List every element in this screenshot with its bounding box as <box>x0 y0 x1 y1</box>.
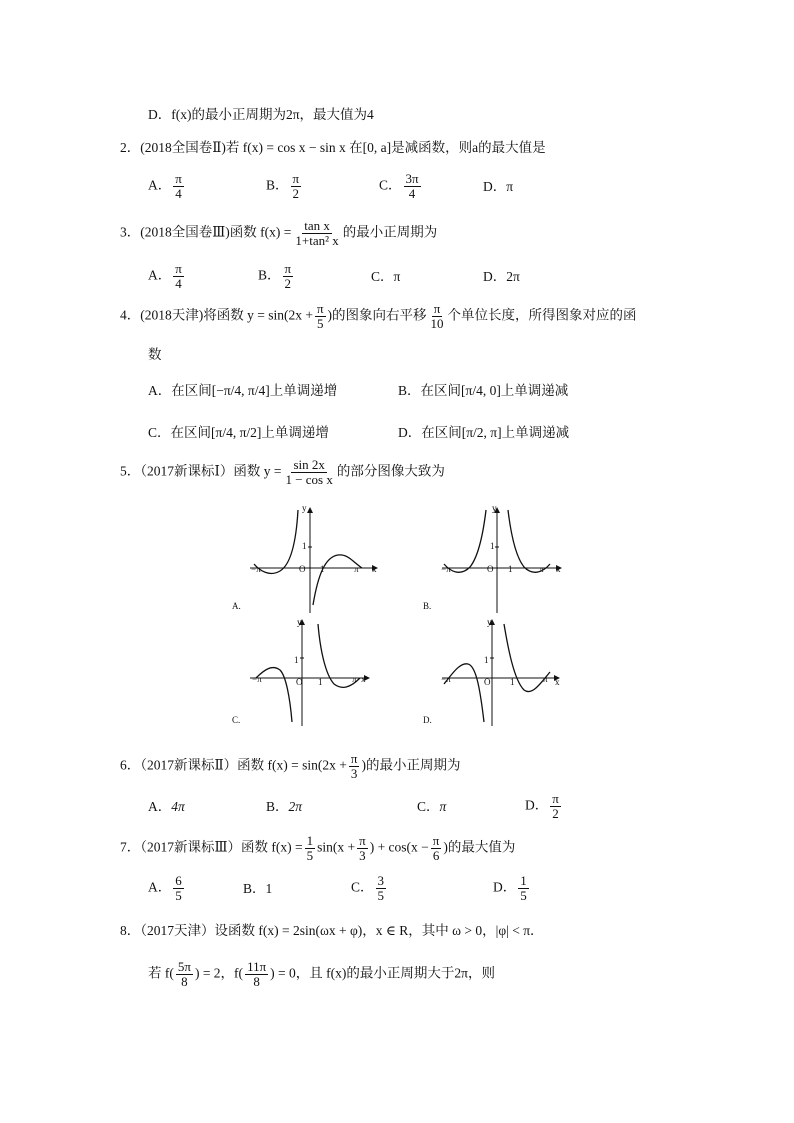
q7-option-b: B．1 <box>243 881 273 896</box>
q6-option-b: B．2π <box>266 799 303 814</box>
q5a-y-label: y <box>302 503 307 513</box>
q3-option-d: D．2π <box>483 269 520 284</box>
q7-option-c: C． $\frac{3}{5}$ <box>351 873 385 903</box>
q4-stem-cont: 数 <box>148 347 162 362</box>
q2-option-d: D．π <box>483 179 514 194</box>
q2-option-b: B． $\frac{\pi}{2}$ <box>266 171 300 201</box>
q5b-origin-label: O <box>487 564 494 574</box>
q5c-graph-label: C. <box>232 715 241 725</box>
q5a-one-y-label: 1 <box>302 541 307 551</box>
q5b-pi-label: π <box>539 564 544 574</box>
q5c-x-label: x <box>361 674 366 684</box>
q3-option-b: B． $\frac{\pi}{2}$ <box>258 261 292 291</box>
q5a-neg-pi-label: −π <box>251 564 261 574</box>
q5a-pi-label: π <box>354 564 359 574</box>
q5c-one-x-label: 1 <box>318 677 323 687</box>
q5a-origin-label: O <box>299 564 306 574</box>
q5d-pi-label: π <box>543 674 548 684</box>
q2-stem: 2．(2018全国卷Ⅱ)若 f(x) = cos x − sin x 在[0, a]是减函数，则a的最大值是 <box>120 140 546 155</box>
q5a-one-x-label: 1 <box>320 564 325 574</box>
q3-option-a: A． $\frac{\pi}{4}$ <box>148 261 182 291</box>
q5d-y-label: y <box>487 617 492 627</box>
q6-option-d: D． $\frac{\pi}{2}$ <box>525 791 559 821</box>
q5b-one-x-label: 1 <box>508 564 513 574</box>
q5d-one-x-label: 1 <box>510 677 515 687</box>
q5-graph-a <box>230 505 380 615</box>
q5b-graph-label: B. <box>423 601 432 611</box>
q8-line-2: 若 f( $\frac{5\pi}{8}$ ) = 2，f( $\frac{11\pi}{8}$ ) = 0，且 f(x)的最小正周期大于2π，则 <box>148 959 495 989</box>
q6-option-c: C．π <box>417 799 447 814</box>
q1-option-d: D．f(x)的最小正周期为2π，最大值为4 <box>148 107 374 122</box>
q5a-x-label: x <box>372 564 377 574</box>
q5b-neg-pi-label: −π <box>441 564 451 574</box>
q5b-one-y-label: 1 <box>490 541 495 551</box>
q5d-neg-pi-label: −π <box>441 674 451 684</box>
q5d-x-label: x <box>555 677 560 687</box>
q6-option-a: A．4π <box>148 799 185 814</box>
q5-stem: 5．（2017新课标Ⅰ）函数 y = $\frac{\sin 2x}{\text{1 − cos x}}$ 的部分图像大致为 <box>120 457 445 487</box>
q4-option-a: A．在区间[−π/4, π/4]上单调递增 <box>148 383 338 398</box>
q5c-y-label: y <box>297 617 302 627</box>
q5-graph-b <box>420 505 570 615</box>
q5d-graph-label: D. <box>423 715 432 725</box>
q5c-one-y-label: 1 <box>294 655 299 665</box>
q2-option-c: C． $\frac{3\pi}{4}$ <box>379 171 419 201</box>
q6-stem: 6．（2017新课标Ⅱ）函数 f(x) = sin(2x + $\frac{\pi}{3}$ )的最小正周期为 <box>120 751 461 781</box>
q5-graph-d <box>420 618 570 728</box>
q4-option-b: B．在区间[π/4, 0]上单调递减 <box>398 383 569 398</box>
q5b-x-label: x <box>556 564 561 574</box>
q4-stem: 4．(2018天津)将函数 y = sin(2x + $\frac{\pi}{5}$ )的图象向右平移 $\frac{\pi}{10}$ 个单位长度，所得图象对应的函 <box>120 301 637 331</box>
q3-stem: 3．(2018全国卷Ⅲ)函数 f(x) = $\frac{\text{tan x}}{\text{1+tan² x}}$ 的最小正周期为 <box>120 218 438 248</box>
q5c-neg-pi-label: −π <box>252 674 262 684</box>
q5c-origin-label: O <box>296 677 303 687</box>
q3-option-c: C．π <box>371 269 401 284</box>
q5a-graph-label: A. <box>232 601 241 611</box>
q8-line-1: 8．（2017天津）设函数 f(x) = 2sin(ωx + φ)，x ∈ R，其中 ω > 0，|φ| < π． <box>120 923 544 938</box>
q7-option-a: A． $\frac{6}{5}$ <box>148 873 182 903</box>
q4-option-d: D．在区间[π/2, π]上单调递减 <box>398 425 570 440</box>
q5d-origin-label: O <box>484 677 491 687</box>
q4-option-c: C．在区间[π/4, π/2]上单调递增 <box>148 425 329 440</box>
q7-option-d: D． $\frac{1}{5}$ <box>493 873 527 903</box>
q2-option-a: A． $\frac{\pi}{4}$ <box>148 171 182 201</box>
q5d-one-y-label: 1 <box>484 655 489 665</box>
q5b-y-label: y <box>492 503 497 513</box>
q5-graph-c <box>230 618 380 728</box>
q5c-pi-label: π <box>352 674 357 684</box>
q7-stem: 7．（2017新课标Ⅲ）函数 f(x) = $\frac{1}{5}$ sin(x + $\frac{\pi}{3}$ ) + cos(x − $\frac{\pi}{6}$ )的最大值为 <box>120 833 516 863</box>
